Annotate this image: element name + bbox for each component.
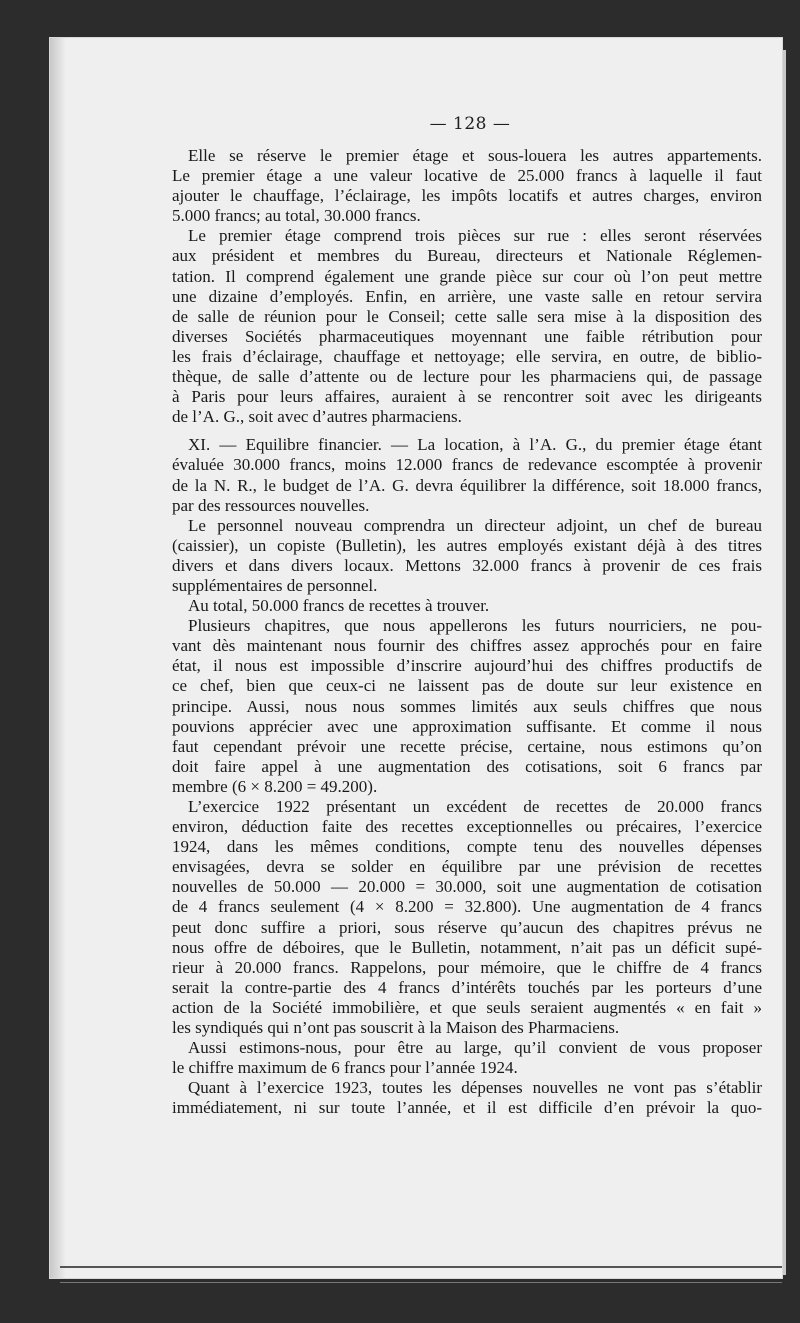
text-line: peut donc suffire a priori, sous réserve qu’aucun des chapitres prévus ne: [172, 917, 762, 937]
text-line: XI. — Equilibre financier. — La location, à l’A. G., du premier étage étant: [188, 435, 762, 455]
text-line: nouvelles de 50.000 — 20.000 = 30.000, soit une augmentation de cotisation: [172, 877, 762, 897]
text-line: L’exercice 1922 présentant un excédent de recettes de 20.000 francs: [188, 797, 762, 816]
text-line: principe. Aussi, nous nous sommes limités aux seuls chiffres que nous: [172, 696, 762, 716]
binding-shadow: [50, 38, 66, 1278]
page-bottom-rule: [60, 1266, 782, 1283]
text-line: de 4 francs seulement (4 × 8.200 = 32.800). Une augmentation de 4 francs: [172, 897, 762, 917]
text-line: 1924, dans les mêmes conditions, compte tenu des nouvelles dépenses: [172, 837, 762, 857]
text-line: le chiffre maximum de 6 francs pour l’année 1924.: [172, 1058, 518, 1078]
text-line: Au total, 50.000 francs de recettes à trouver.: [188, 596, 490, 616]
text-line: doit faire appel à une augmentation des cotisations, soit 6 francs par: [172, 756, 762, 776]
text-line: Le premier étage comprend trois pièces sur rue : elles seront réservées: [188, 226, 762, 246]
text-line: tation. Il comprend également une grande pièce sur cour où l’on peut mettre: [172, 266, 762, 286]
text-line: rieur à 20.000 francs. Rappelons, pour mémoire, que le chiffre de 4 francs: [172, 957, 762, 977]
text-line: supplémentaires de personnel.: [172, 575, 378, 595]
text-line: ajouter le chauffage, l’éclairage, les impôts locatifs et autres charges, environ: [172, 186, 762, 206]
text-line: pouvions apprécier avec une approximation suffisante. Et comme il nous: [172, 716, 762, 736]
body-text: [172, 146, 762, 1119]
text-line: immédiatement, ni sur toute l’année, et il est difficile d’en prévoir la quo-: [172, 1098, 762, 1118]
text-line: les syndiqués qui n’ont pas souscrit à la Maison des Pharmaciens.: [172, 1018, 620, 1038]
text-line: état, il nous est impossible d’inscrire aujourd’hui des chiffres productifs de: [172, 656, 762, 676]
text-line: divers et dans divers locaux. Mettons 32.000 francs à provenir de ces frais: [172, 555, 762, 575]
text-line: thèque, de salle d’attente ou de lecture pour les pharmaciens qui, de passage: [172, 367, 762, 387]
text-line: nous offre de déboires, que le Bulletin, notamment, n’ait pas un déficit supé-: [172, 937, 762, 957]
text-line: environ, déduction faite des recettes exceptionnelles ou précaires, l’exercice: [172, 817, 762, 837]
text-line: envisagées, devra se solder en équilibre par une prévision de recettes: [172, 857, 762, 877]
text-line: de l’A. G., soit avec d’autres pharmaciens.: [172, 407, 462, 427]
text-line: membre (6 × 8.200 = 49.200).: [172, 776, 378, 796]
text-line: vant dès maintenant nous fournir des chiffres assez approchés pour en faire: [172, 636, 762, 656]
text-line: Plusieurs chapitres, que nous appellerons les futurs nourriciers, ne pou-: [188, 616, 762, 636]
text-line: par des ressources nouvelles.: [172, 495, 370, 515]
text-line: diverses Sociétés pharmaceutiques moyennant une faible rétribution pour: [172, 326, 762, 346]
text-line: évaluée 30.000 francs, moins 12.000 francs de redevance escomptée à provenir: [172, 455, 762, 475]
text-line: 5.000 francs; au total, 30.000 francs.: [172, 206, 421, 226]
text-line: action de la Société immobilière, et que seuls seraient augmentés « en fait »: [172, 997, 762, 1017]
text-line: serait la contre-partie des 4 francs d’intérêts touchés par les porteurs d’une: [172, 977, 762, 997]
text-line: (caissier), un copiste (Bulletin), les autres employés existant déjà à des titres: [172, 535, 762, 555]
text-line: de la N. R., le budget de l’A. G. devra équilibrer la différence, soit 18.000 francs,: [172, 475, 762, 495]
text-line: à Paris pour leurs affaires, auraient à se rencontrer soit avec les dirigeants: [172, 387, 762, 407]
text-line: Aussi estimons-nous, pour être au large, qu’il convient de vous proposer: [188, 1038, 762, 1058]
text-line: ce chef, bien que ceux-ci ne laissent pas de doute sur leur existence en: [172, 676, 762, 696]
text-line: une dizaine d’employés. Enfin, en arrière, une vaste salle en retour servira: [172, 286, 762, 306]
text-line: Quant à l’exercice 1923, toutes les dépenses nouvelles ne vont pas s’établir: [188, 1078, 762, 1098]
text-line: aux président et membres du Bureau, directeurs et Nationale Réglemen-: [172, 246, 762, 266]
page-number: — 128 —: [429, 114, 511, 134]
text-line: faut cependant prévoir une recette précise, certaine, nous estimons qu’on: [172, 736, 762, 756]
text-line: Elle se réserve le premier étage et sous-louera les autres appartements.: [188, 146, 762, 165]
text-line: de salle de réunion pour le Conseil; cette salle sera mise à la disposition des: [172, 306, 762, 326]
text-line: les frais d’éclairage, chauffage et nettoyage; elle servira, en outre, de biblio-: [172, 346, 762, 366]
text-line: Le personnel nouveau comprendra un directeur adjoint, un chef de bureau: [188, 515, 762, 535]
text-line: Le premier étage a une valeur locative de 25.000 francs à laquelle il faut: [172, 166, 762, 186]
